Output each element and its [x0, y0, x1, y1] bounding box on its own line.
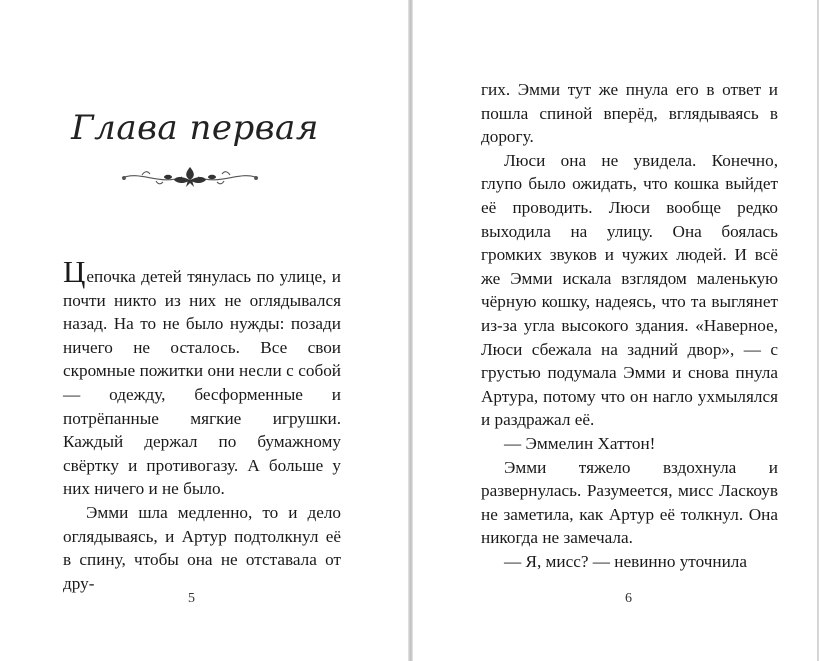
page-number: 5: [188, 591, 195, 606]
paragraph: Люси она не увидела. Конечно, глупо было ожидать, что кошка выйдет её проводить. Люси вообще редко выходила на улицу. Она боялась громких звуков и чужих людей. И всё же Эмми искала взглядом маленькую чёрную кошку, надеясь, что та выглянет из-за угла высокого здания. «Наверное, Люси сбежала на задний двор», — с грустью подумала Эмми и снова пнула Артура, потому что он нагло ухмылялся и раздражал её.: [481, 150, 778, 430]
floral-ornament-icon: [120, 164, 260, 190]
paragraph: [63, 254, 341, 501]
paragraph: гих. Эмми тут же пнула его в ответ и пошла спиной вперёд, вглядываясь в дорогу.: [481, 80, 778, 147]
left-page-text: [63, 254, 341, 595]
paragraph: Эмми тяжело вздохнула и развернулась. Разумеется, мисс Ласкоув не заметила, как Артур её толкнул. Она никогда не замечала.: [481, 457, 778, 548]
paragraph: — Я, мисс? — невинно уточнила: [504, 551, 747, 571]
left-page: [0, 0, 408, 661]
paragraph-text: епочка детей тянулась по улице, и почти никто из них не оглядывался назад. На то не было нужды: позади ничего не осталось. Все свои скромные пожитки они несли с собой — одежду, бесформенные и потрёпанные мягкие игрушки. Каждый держал по бумажному свёртку и противогазу. А больше у них ничего и не было.: [63, 267, 341, 499]
drop-cap: Ц: [63, 254, 86, 289]
page-number: 6: [625, 591, 632, 606]
paragraph: Эмми шла медленно, то и дело оглядываясь, и Артур подтолкнул её в спину, чтобы она не отставала от дру-: [63, 502, 341, 593]
right-page-text: [481, 78, 778, 573]
paragraph: — Эммелин Хаттон!: [504, 433, 656, 453]
chapter-title: Глава первая: [71, 108, 319, 148]
